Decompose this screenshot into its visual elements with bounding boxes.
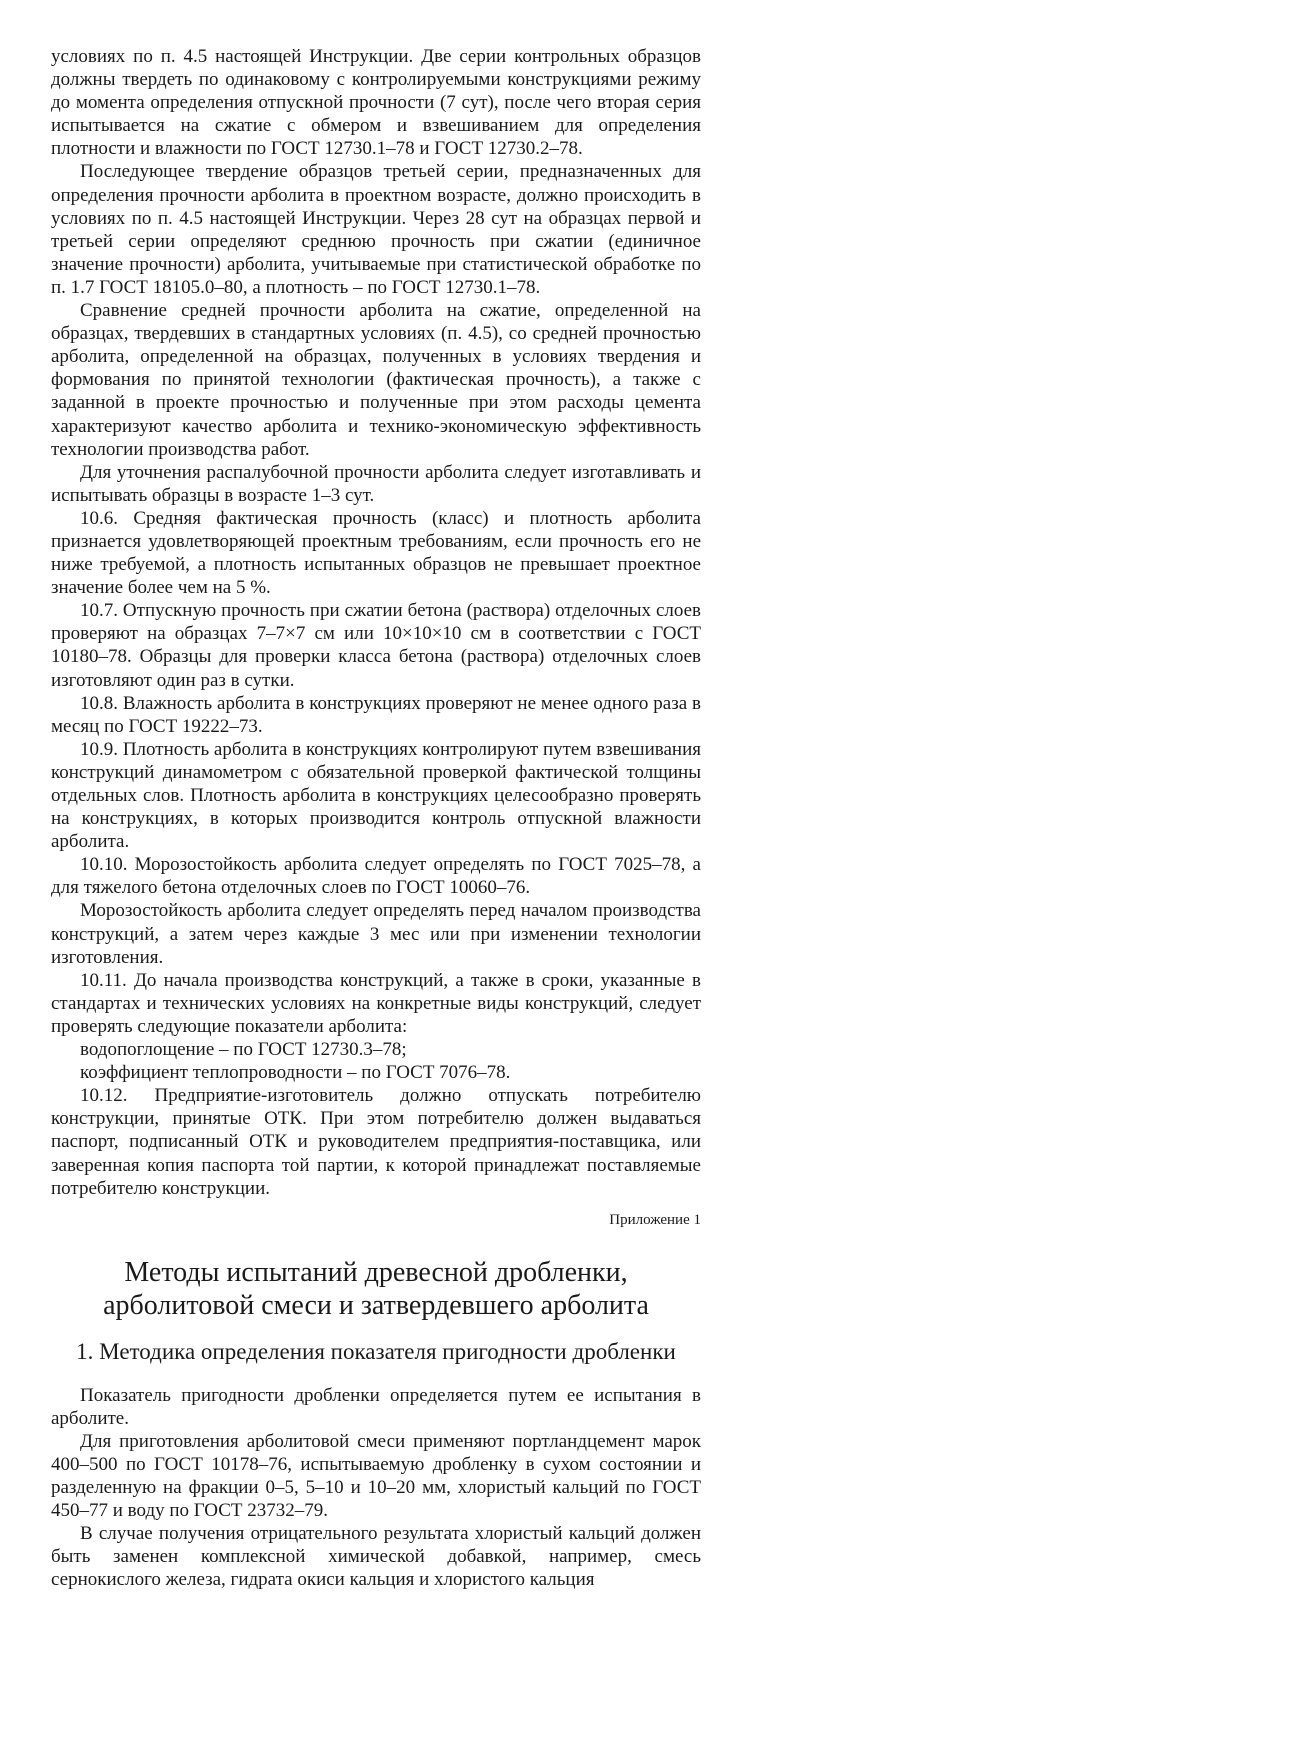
main-title-line-2: арболитовой смеси и затвердевшего арболита: [103, 1289, 649, 1321]
paragraph-third-series-hardening: Последующее твердение образцов третьей серии, предназначенных для определения прочности арболита в проектном возрасте, должно происходить в условиях по п. 4.5 настоящей Инструкции. Через 28 сут на образцах первой и третьей серии определяют среднюю прочность при сжатии (единичное значение прочности) арболита, учитываемые при статистической обработке по п. 1.7 ГОСТ 18105.0–80, а плотность – по ГОСТ 12730.1–78.: [51, 161, 701, 298]
paragraph-10-10: 10.10. Морозостойкость арболита следует определять по ГОСТ 7025–78, а для тяжелого бетона отделочных слоев по ГОСТ 10060–76.: [51, 854, 701, 899]
paragraph-frost-resistance: Морозостойкость арболита следует определять перед началом производства конструкций, а затем через каждые 3 мес или при изменении технологии изготовления.: [51, 900, 701, 968]
paragraph-10-7: 10.7. Отпускную прочность при сжатии бетона (раствора) отделочных слоев проверяют на образцах 7–7×7 см или 10×10×10 см в соответствии с ГОСТ 10180–78. Образцы для проверки класса бетона (раствора) отделочных слоев изготовляют один раз в сутки.: [51, 600, 701, 691]
paragraph-negative-result: В случае получения отрицательного результата хлористый кальций должен быть заменен комплексной химической добавкой, например, смесь сернокислого железа, гидрата окиси кальция и хлористого кальция: [51, 1523, 701, 1591]
paragraph-control-samples: условиях по п. 4.5 настоящей Инструкции. Две серии контрольных образцов должны твердеть по одинаковому с контролируемыми конструкциями режиму до момента определения отпускной прочности (7 сут), после чего вторая серия испытывается на сжатие с обмером и взвешиванием для определения плотности и влажности по ГОСТ 12730.1–78 и ГОСТ 12730.2–78.: [51, 46, 701, 160]
paragraph-10-11: 10.11. До начала производства конструкций, а также в сроки, указанные в стандартах и технических условиях на конкретные виды конструкций, следует проверять следующие показатели арболита:: [51, 969, 701, 1037]
appendix-label: Приложение 1: [609, 1211, 701, 1228]
paragraph-suitability-index: Показатель пригодности дробленки определяется путем ее испытания в арболите.: [51, 1384, 701, 1429]
paragraph-10-12: 10.12. Предприятие-изготовитель должно отпускать потребителю конструкции, принятые ОТК. При этом потребителю должен выдаваться паспорт, подписанный ОТК и руководителем предприятия-поставщика, или заверенная копия паспорта той партии, к которой принадлежат поставляемые потребителю конструкции.: [51, 1085, 701, 1199]
paragraph-mix-preparation: Для приготовления арболитовой смеси применяют портландцемент марок 400–500 по ГОСТ 10178–76, испытываемую дробленку в сухом состоянии и разделенную на фракции 0–5, 5–10 и 10–20 мм, хлористый кальций по ГОСТ 450–77 и воду по ГОСТ 23732–79.: [51, 1430, 701, 1522]
list-item-thermal-conductivity: коэффициент теплопроводности – по ГОСТ 7076–78.: [80, 1062, 511, 1084]
paragraph-strength-comparison: Сравнение средней прочности арболита на сжатие, определенной на образцах, твердевших в стандартных условиях (п. 4.5), со средней прочностью арболита, определенной на образцах, полученных в условиях твердения и формования по принятой технологии (фактическая прочность), а также с заданной в проекте прочностью и полученные при этом расходы цемента характеризуют качество арболита и технико-экономическую эффективность технологии производства работ.: [51, 300, 701, 460]
instruction-section: [51, 45, 701, 1200]
paragraph-10-6: 10.6. Средняя фактическая прочность (класс) и плотность арболита признается удовлетворяющей проектным требованиям, если прочность его не ниже требуемой, а плотность испытанных образцов не превышает проектное значение более чем на 5 %.: [51, 507, 701, 599]
main-title-line-1: Методы испытаний древесной дробленки,: [124, 1256, 628, 1288]
paragraph-stripping-strength: Для уточнения распалубочной прочности арболита следует изготавливать и испытывать образцы в возрасте 1–3 сут.: [51, 461, 701, 506]
section-title: 1. Методика определения показателя пригодности дробленки: [76, 1338, 676, 1364]
document-page: [51, 45, 701, 1592]
paragraph-10-8: 10.8. Влажность арболита в конструкциях проверяют не менее одного раза в месяц по ГОСТ 19222–73.: [51, 692, 701, 737]
main-title: [51, 1256, 701, 1322]
paragraph-10-9: 10.9. Плотность арболита в конструкциях контролируют путем взвешивания конструкций динамометром с обязательной проверкой фактической толщины отдельных слов. Плотность арболита в конструкциях целесообразно проверять на конструкциях, в которых производится контроль отпускной влажности арболита.: [51, 738, 701, 853]
appendix-section: [51, 1384, 701, 1592]
list-item-water-absorption: водопоглощение – по ГОСТ 12730.3–78;: [80, 1039, 407, 1061]
